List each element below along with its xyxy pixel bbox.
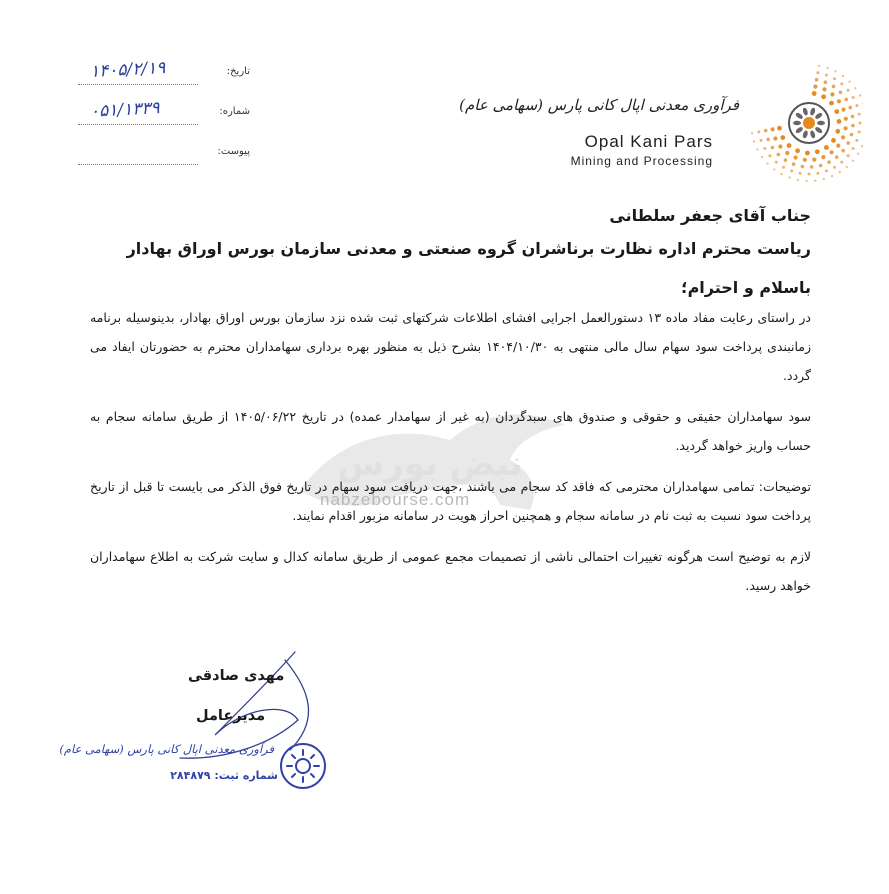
number-row [60,98,250,142]
date-line [78,84,198,85]
company-stamp [59,735,380,797]
company-tagline-en: Mining and Processing [570,154,713,168]
signatory-title: مدیرعامل [196,708,266,724]
letter-body [90,200,811,600]
signatory-name: مهدی صادقی [188,668,285,684]
date-label: تاریخ: [226,66,250,77]
company-logo-icon [751,48,863,198]
addressee: جناب آقای جعفر سلطانی [609,206,811,225]
addressee-title: ریاست محترم اداره نظارت برناشران گروه صنعتی و معدنی سازمان بورس اوراق بهادار [126,239,811,258]
letter-meta [60,58,250,182]
paragraph-disclosure: در راستای رعایت مفاد ماده ۱۳ دستورالعمل اجرایی افشای اطلاعات شرکتهای ثبت شده نزد سازمان بورس اوراق بهادار، بدینوسیله برنامه زمانبندی پرداخت سود سهام سال مالی منتهی به ۱۴۰۴/۱۰/۳۰ بشرح ذیل به منظور بهره برداری سهامداران محترم به حضورتان ایفاد می گردد. [90,310,812,383]
stamp-company-name: فرآوری معدنی اپال کانی پارس (سهامی عام) [59,742,274,756]
company-name-en: Opal Kani Pars [584,132,713,151]
attachment-label: پیوست: [217,146,250,157]
watermark-url: nabzebourse.com [320,490,471,509]
paragraph-notes: توضیحات: تمامی سهامداران محترمی که فاقد کد سجام می باشند ،جهت دریافت سود سهام در تاریخ فوق الذکر می بایست تا قبل از تاریخ پرداخت سود نسبت به ثبت نام در سامانه سجام و همچنین احراز هویت در سامانه مزبور اقدام نمایند. [90,479,811,523]
company-logo [459,48,863,198]
stamp-emblem-icon [278,741,328,791]
number-line [78,124,198,125]
date-handwritten: ۱۴۰۵/۲/۱۹ [89,58,166,82]
watermark-logo-text: نبض بورس [337,444,523,484]
attachment-line [78,164,198,165]
number-label: شماره: [219,106,250,117]
greeting: باسلام و احترام؛ [681,278,811,297]
stamp-registration-number: شماره ثبت: ۲۸۴۸۷۹ [170,769,278,782]
attachment-row [60,142,250,182]
paragraph-changes: لازم به توضیح است هرگونه تغییرات احتمالی ناشی از تصمیمات مجمع عمومی از طریق سامانه کدال و سایت شرکت به اطلاع سهامداران خواهد رسید. [90,549,811,593]
number-handwritten: ۰۵۱/۱۳۳۹ [89,98,161,122]
date-row [60,58,250,102]
paragraph-payment-date: سود سهامداران حقیقی و حقوقی و صندوق های سبدگردان (به غیر از سهامدار عمده) در تاریخ ۱۴۰۵/۰۶/۲۲ از طریق سامانه سجام به حساب واریز خواهد گردید. [90,409,811,453]
company-name-fa: فرآوری معدنی اپال کانی پارس (سهامی عام) [459,96,739,114]
